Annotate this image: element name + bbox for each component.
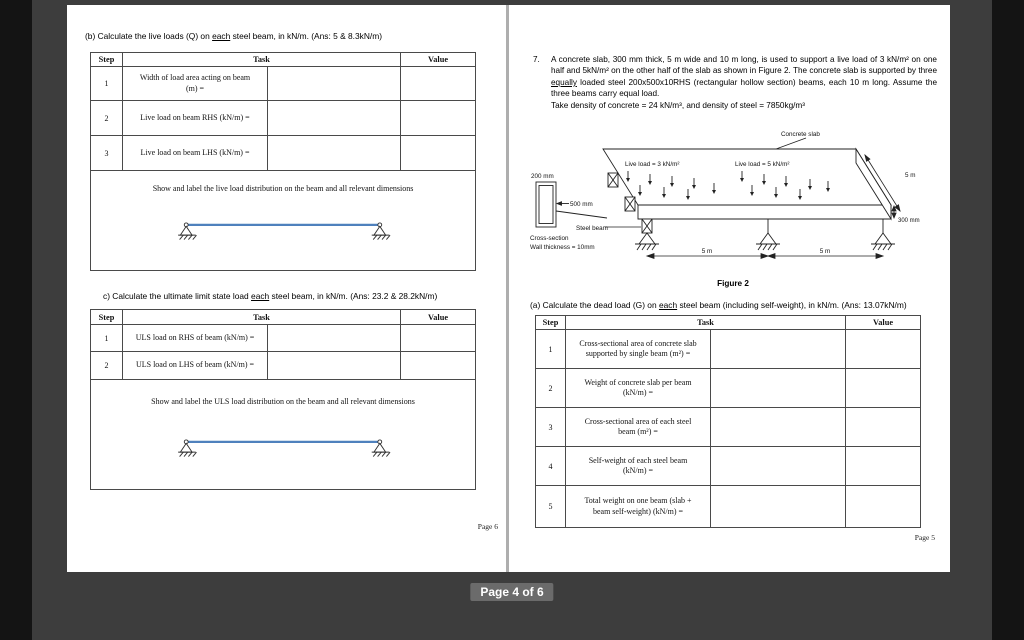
task-line: ULS load on LHS of beam (kN/m) = xyxy=(135,360,255,370)
table-row xyxy=(536,369,921,408)
step-cell: 2 xyxy=(91,352,123,380)
task-line: (m) = xyxy=(185,83,205,93)
answer-cell xyxy=(711,408,846,447)
section-a-title xyxy=(530,300,907,310)
problem-text-part: A concrete slab, 300 mm thick, 5 m wide and 10 m long, is used to support a live load of 3 kN/m² on one half and 5kN/m² on the other half of the slab as shown in Figure 2. The concrete slab is supported by three xyxy=(551,55,937,76)
instruction-text: Show and label the live load distribution on the beam and all relevant dimensions xyxy=(152,184,414,193)
answer-cell xyxy=(711,330,846,369)
label-live-load-left: Live load = 3 kN/m² xyxy=(625,161,680,168)
task-cell xyxy=(123,101,268,136)
task-line: (kN/m) = xyxy=(622,388,654,397)
answer-cell xyxy=(711,447,846,486)
table-row xyxy=(536,486,921,528)
beam-diagram xyxy=(173,217,393,243)
label-200mm: 200 mm xyxy=(531,173,554,180)
document-page-right xyxy=(509,5,950,572)
step-cell: 5 xyxy=(536,486,566,528)
step-cell: 2 xyxy=(536,369,566,408)
value-cell xyxy=(846,369,921,408)
column-header-task: Task xyxy=(566,316,846,330)
value-cell xyxy=(401,101,476,136)
label-cross-section: Cross-section xyxy=(530,235,569,242)
step-cell: 4 xyxy=(536,447,566,486)
task-line: Live load on beam LHS (kN/m) = xyxy=(140,147,250,157)
label-span-left: 5 m xyxy=(701,248,713,255)
value-cell xyxy=(401,325,476,352)
figure-2-diagram xyxy=(528,125,938,275)
table-header-row xyxy=(91,53,476,67)
value-cell xyxy=(401,136,476,171)
task-cell xyxy=(123,352,268,380)
table-row xyxy=(91,380,476,490)
column-header-step: Step xyxy=(91,53,123,67)
task-cell xyxy=(566,486,711,528)
column-header-step: Step xyxy=(91,310,123,325)
label-concrete-slab: Concrete slab xyxy=(781,131,820,138)
table-row xyxy=(91,67,476,101)
problem-text-part: loaded steel 200x500x10RHS (rectangular hollow section) beams, each 10 m long. Assume the three beams carry equal load. xyxy=(551,77,937,99)
task-cell xyxy=(566,330,711,369)
table-row xyxy=(91,136,476,171)
answer-cell xyxy=(711,369,846,408)
problem-text xyxy=(551,54,937,100)
answer-cell xyxy=(268,352,401,380)
table-live-loads xyxy=(90,52,476,271)
title-text-underlined: each xyxy=(251,291,270,301)
problem-body xyxy=(551,54,937,111)
step-cell: 2 xyxy=(91,101,123,136)
page-number: Page 5 xyxy=(914,533,935,542)
task-line: ULS load on RHS of beam (kN/m) = xyxy=(135,332,255,342)
answer-cell xyxy=(268,136,401,171)
task-line: Total weight on one beam (slab + xyxy=(584,496,692,506)
table-header-row xyxy=(91,310,476,325)
answer-cell xyxy=(268,325,401,352)
beam-diagram-area xyxy=(93,217,473,245)
title-text: c) Calculate the ultimate limit state load xyxy=(103,291,252,301)
concrete-slab-shape xyxy=(603,149,891,219)
task-line: Self-weight of each steel beam xyxy=(588,455,688,465)
label-span-right: 5 m xyxy=(819,248,831,255)
column-header-task: Task xyxy=(123,310,401,325)
label-steel-beam: Steel beam xyxy=(576,225,608,232)
support-symbols xyxy=(635,219,895,250)
table-row xyxy=(536,408,921,447)
label-width-5m: 5 m xyxy=(905,172,916,179)
section-c-title xyxy=(103,291,437,301)
title-text-underlined: each xyxy=(658,300,678,310)
task-cell xyxy=(566,408,711,447)
step-cell: 1 xyxy=(91,67,123,101)
step-cell: 1 xyxy=(91,325,123,352)
table-row xyxy=(91,171,476,271)
table-header-row xyxy=(536,316,921,330)
label-500mm: 500 mm xyxy=(570,201,593,208)
table-row xyxy=(91,352,476,380)
problem-7 xyxy=(533,54,937,111)
answer-cell xyxy=(711,486,846,528)
section-b-title xyxy=(85,31,382,41)
step-cell: 3 xyxy=(91,136,123,171)
page-indicator: Page 4 of 6 xyxy=(470,583,553,601)
task-line: beam self-weight) (kN/m) = xyxy=(592,506,684,516)
task-line: Live load on beam RHS (kN/m) = xyxy=(140,112,250,122)
task-line: Cross-sectional area of concrete slab xyxy=(579,338,697,348)
value-cell xyxy=(846,330,921,369)
column-header-value: Value xyxy=(846,316,921,330)
table-row xyxy=(536,447,921,486)
task-cell xyxy=(123,136,268,171)
answer-cell xyxy=(268,101,401,136)
task-cell xyxy=(123,325,268,352)
column-header-step: Step xyxy=(536,316,566,330)
value-cell xyxy=(846,408,921,447)
value-cell xyxy=(846,486,921,528)
label-live-load-right: Live load = 5 kN/m² xyxy=(735,161,790,168)
value-cell xyxy=(846,447,921,486)
title-text: steel beam (including self-weight), in kN/m. (Ans: 13.07kN/m) xyxy=(677,300,907,310)
item-number: 7. xyxy=(533,55,540,64)
problem-text-underlined: equally xyxy=(551,77,577,87)
label-wall-thickness: Wall thickness = 10mm xyxy=(530,244,595,251)
label-300mm: 300 mm xyxy=(898,218,920,224)
figure-caption: Figure 2 xyxy=(717,279,749,288)
title-text: (b) Calculate the live loads (Q) on xyxy=(85,31,213,41)
task-cell xyxy=(566,447,711,486)
instruction-text: Show and label the ULS load distribution on the beam and all relevant dimensions xyxy=(151,397,415,406)
beam-diagram xyxy=(173,434,393,460)
title-text: (a) Calculate the dead load (G) on xyxy=(530,300,659,310)
task-cell xyxy=(123,67,268,101)
task-line: Weight of concrete slab per beam xyxy=(584,377,692,387)
step-cell: 1 xyxy=(536,330,566,369)
table-dead-loads xyxy=(535,315,921,528)
task-line: Width of load area acting on beam xyxy=(139,73,251,83)
title-text: steel beam, in kN/m. (Ans: 23.2 & 28.2kN/m) xyxy=(269,291,438,301)
title-text: steel beam, in kN/m. (Ans: 5 & 8.3kN/m) xyxy=(230,31,382,41)
figure-2 xyxy=(528,125,938,275)
column-header-value: Value xyxy=(401,310,476,325)
value-cell xyxy=(401,352,476,380)
task-line: (kN/m) = xyxy=(622,466,654,475)
note-cell xyxy=(91,171,476,271)
table-row xyxy=(536,330,921,369)
document-page-left xyxy=(67,5,506,572)
page-number: Page 6 xyxy=(477,522,498,531)
table-uls-loads xyxy=(90,309,476,490)
task-line: beam (m²) = xyxy=(618,427,658,436)
task-line: supported by single beam (m²) = xyxy=(585,349,691,358)
problem-text-densities: Take density of concrete = 24 kN/m³, and density of steel = 7850kg/m³ xyxy=(551,100,805,110)
column-header-value: Value xyxy=(401,53,476,67)
column-header-task: Task xyxy=(123,53,401,67)
answer-cell xyxy=(268,67,401,101)
table-row xyxy=(91,325,476,352)
step-cell: 3 xyxy=(536,408,566,447)
table-row xyxy=(91,101,476,136)
title-text-underlined: each xyxy=(212,31,231,41)
task-line: Cross-sectional area of each steel xyxy=(584,416,692,426)
beam-diagram-area xyxy=(93,434,473,462)
task-cell xyxy=(566,369,711,408)
value-cell xyxy=(401,67,476,101)
note-cell xyxy=(91,380,476,490)
